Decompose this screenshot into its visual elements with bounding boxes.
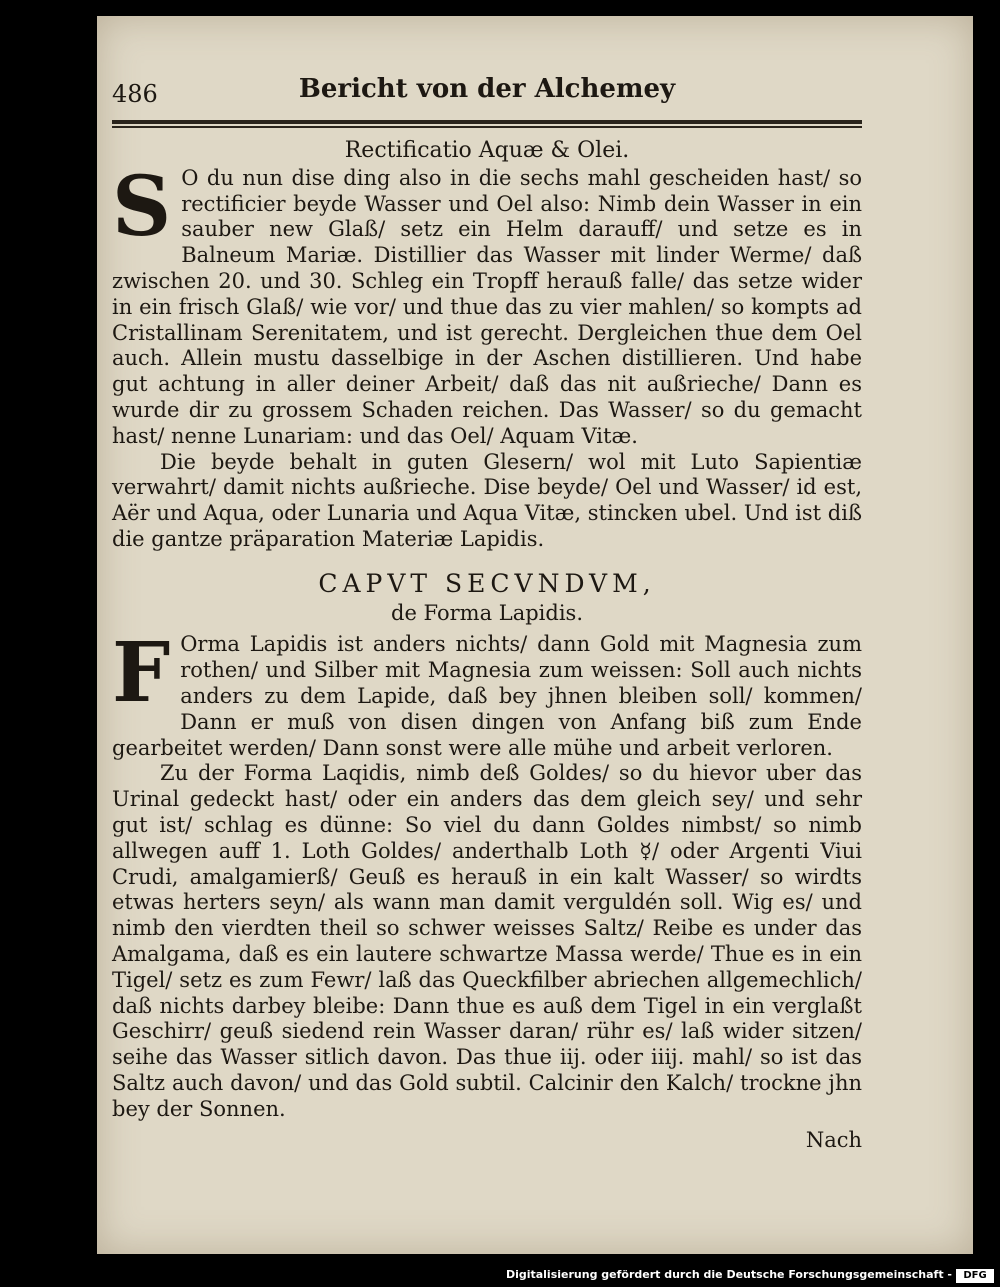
paragraph — [112, 625, 862, 761]
section-title: Rectificatio Aquæ & Olei. — [344, 138, 630, 163]
header-rule — [112, 120, 862, 124]
page-header — [112, 70, 862, 110]
chapter-subtitle: de Forma Lapidis. — [391, 600, 583, 625]
paragraph-text: O du nun dise ding also in die sechs mahl gescheiden hast/ so rectificier beyde Wasser und Oel also: Nimb dein Wasser in ein sauber new Glaß/ setz ein Helm darauff/ und setze es in Balneum Mariæ. Distillier das Wasser mit linder Werme/ daß zwischen 20. und 30. Schleg ein Tropff herauß falle/ das setze wider in ein frisch Glaß/ wie vor/ und thue das zu vier mahlen/ so kompts ad Cristallinam Serenitatem, und ist gerecht. Dergleichen thue dem Oel auch. Allein mustu dasselbige in der Aschen distillieren. Und habe gut achtung in aller deiner Arbeit/ daß das nit außrieche/ Dann es wurde dir zu grossem Schaden reichen. Das Wasser/ so du gemacht hast/ nenne Lunariam: und das Oel/ Aquam Vitæ. — [112, 165, 862, 448]
paragraph: Die beyde behalt in guten Glesern/ wol mit Luto Sapientiæ verwahrt/ damit nichts außrieche. Dise beyde/ Oel und Wasser/ id est, Aër und Aqua, oder Lunaria und Aqua Vitæ, stincken ubel. Und ist diß die gantze präparation Materiæ Lapidis. — [112, 449, 862, 551]
drop-cap: F — [112, 625, 171, 722]
catchword: Nach — [805, 1128, 862, 1153]
drop-cap: S — [112, 158, 172, 255]
chapter-title: CAPVT SECVNDVM, — [318, 568, 656, 598]
page-number: 486 — [112, 80, 158, 108]
header-rule-thin — [112, 126, 862, 128]
paragraph: Zu der Forma Laqidis, nimb deß Goldes/ so du hievor uber das Urinal gedeckt hast/ oder ein anders das dem gleich sey/ und sehr gut ist/ schlag es dünne: So viel du dann Goldes nimbst/ so nimb allwegen auff 1. Loth Goldes/ anderthalb Loth ☿/ oder Argenti Viui Crudi, amalgamierß/ Geuß es herauß in ein kalt Wasser/ so wirdts etwas herters seyn/ als wann man damit verguldén soll. Wig es/ und nimb den vierdten theil so schwer weisses Saltz/ Reibe es under das Amalgama, daß es ein lautere schwartze Massa werde/ Thue es in ein Tigel/ setz es zum Fewr/ laß das Queckfilber abriechen allgemechlich/ daß nichts darbey bleibe: Dann thue es auß dem Tigel in ein verglaßt Geschirr/ geuß siedend rein Wasser daran/ rühr es/ laß wider sitzen/ seihe das Wasser sitlich davon. Das thue iij. oder iiij. mahl/ so ist das Saltz auch davon/ und das Gold subtil. Calcinir den Kalch/ trockne jhn bey der Sonnen. — [112, 761, 862, 1121]
paragraph — [112, 158, 862, 450]
page-body — [112, 134, 862, 1154]
digitization-credit: Digitalisierung gefördert durch die Deutsche Forschungsgemeinschaft - — [505, 1268, 952, 1281]
paragraph-text: Orma Lapidis ist anders nichts/ dann Gold mit Magnesia zum rothen/ und Silber mit Magnesia zum weissen: Soll auch nichts anders zu dem Lapide, daß bey jhnen bleiben soll/ kommen/ Dann er muß von disen dingen von Anfang biß zum Ende gearbeitet werden/ Dann sonst were alle mühe und arbeit verloren. — [112, 632, 862, 760]
running-title: Bericht von der Alchemey — [298, 74, 676, 104]
dfg-logo: DFG — [956, 1269, 994, 1283]
